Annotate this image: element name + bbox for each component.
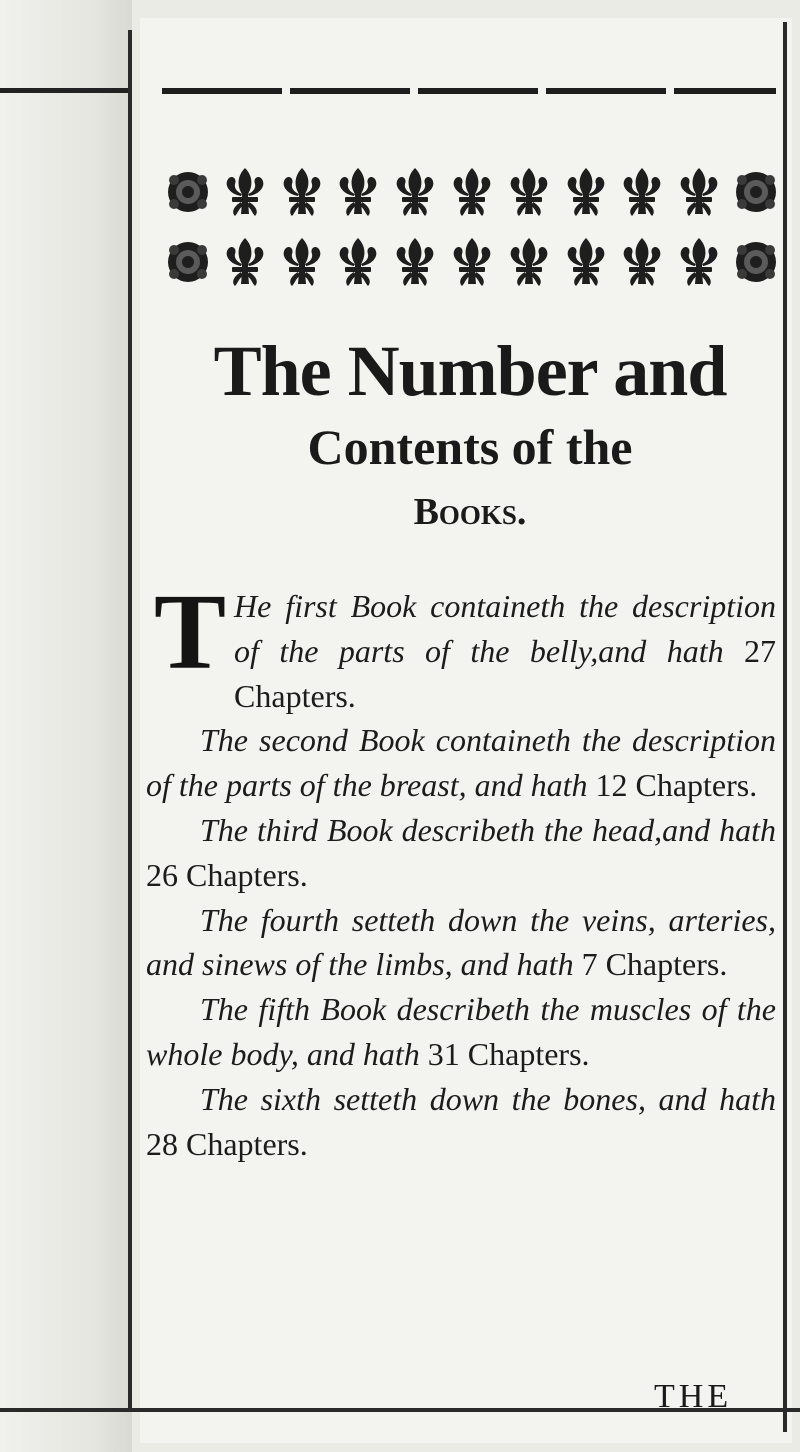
rosette-icon [162, 234, 214, 290]
fleur-de-lis-icon [560, 164, 612, 220]
fleur-de-lis-icon [616, 234, 668, 290]
paragraph-text: The sixth setteth down the bones, and hath [200, 1080, 776, 1117]
drop-cap: T [154, 573, 227, 692]
chapter-count: 27 Chapters. [234, 632, 776, 714]
page-border-right [783, 22, 787, 1432]
paragraph-text: The fifth Book describeth the muscles of the whole body, and hath [146, 991, 776, 1072]
contents-text [146, 573, 776, 1166]
paragraph-text: The fourth setteth down the veins, arteries, and sinews of the limbs, and hath [146, 901, 776, 983]
paragraph-book-6 [146, 1077, 776, 1167]
paragraph-book-4 [146, 898, 776, 988]
facing-page-edge [0, 0, 132, 1452]
chapter-count: 31 Chapters. [427, 1035, 590, 1072]
fleur-de-lis-icon [673, 164, 725, 220]
fleur-de-lis-icon [446, 164, 498, 220]
fleur-de-lis-icon [446, 234, 498, 290]
fleur-de-lis-icon [503, 234, 555, 290]
ornament-band-bottom [162, 232, 782, 292]
rosette-icon [730, 164, 782, 220]
chapter-count: 28 Chapters. [146, 1125, 308, 1162]
paragraph-text: The third Book describeth the head,and hath [200, 811, 776, 848]
fleur-de-lis-icon [503, 164, 555, 220]
paragraph-text: The second Book containeth the description of the parts of the breast, and hath [146, 722, 776, 804]
fleur-de-lis-icon [276, 164, 328, 220]
fleur-de-lis-icon [276, 234, 328, 290]
fleur-de-lis-icon [673, 234, 725, 290]
paragraph-book-3 [146, 808, 776, 898]
paragraph-text: He first Book containeth the description of the parts of the belly,and hath [234, 588, 776, 669]
ornament-band-top [162, 162, 782, 222]
fleur-de-lis-icon [219, 234, 271, 290]
head-rule [162, 88, 776, 94]
rosette-icon [162, 164, 214, 220]
catchword: THE [654, 1378, 733, 1415]
chapter-count: 12 Chapters. [595, 767, 758, 804]
title-line-2: Contents of the [307, 419, 633, 475]
fleur-de-lis-icon [389, 164, 441, 220]
fleur-de-lis-icon [616, 164, 668, 220]
paragraph-book-5 [146, 987, 776, 1077]
rosette-icon [730, 234, 782, 290]
paragraph-book-1 [146, 573, 776, 718]
page-border-left [128, 30, 132, 1410]
fleur-de-lis-icon [389, 234, 441, 290]
chapter-count: 7 Chapters. [581, 946, 728, 983]
fleur-de-lis-icon [332, 164, 384, 220]
paragraph-book-2 [146, 718, 776, 808]
facing-page-rule [0, 88, 128, 93]
title-line-1: The Number and [213, 331, 727, 411]
title-line-3: Books. [413, 491, 527, 533]
fleur-de-lis-icon [560, 234, 612, 290]
chapter-count: 26 Chapters. [146, 856, 308, 893]
fleur-de-lis-icon [332, 234, 384, 290]
fleur-de-lis-icon [219, 164, 271, 220]
